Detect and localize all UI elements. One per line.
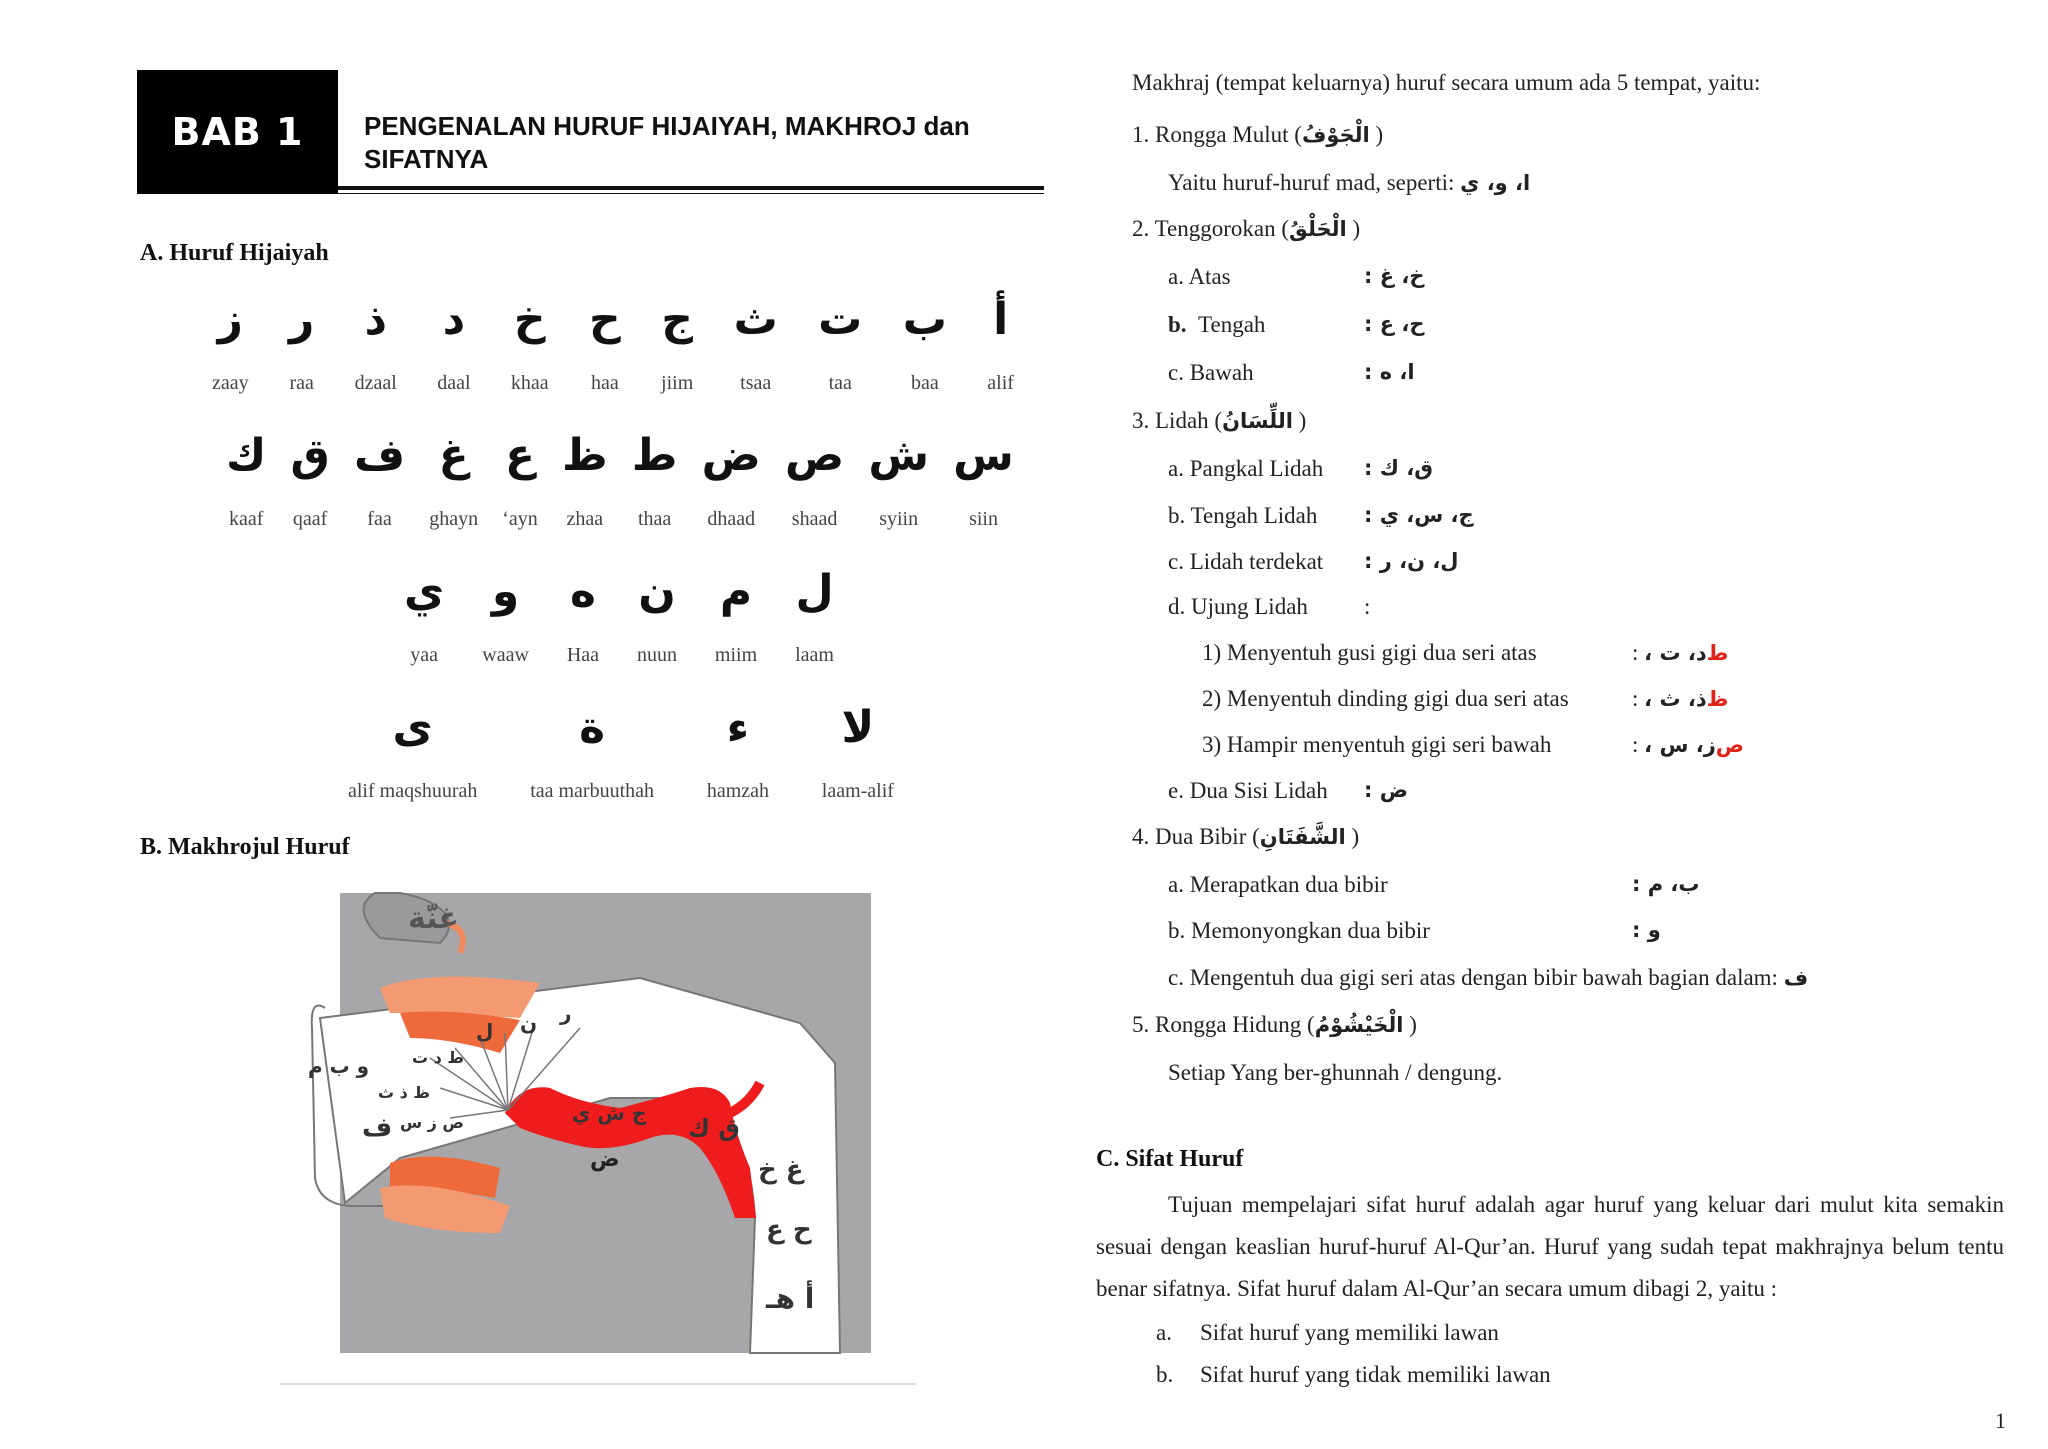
section-c-paragraph: Tujuan mempelajari sifat huruf adalah agar huruf yang keluar dari mulut kita semakin sesuai dengan keaslian huruf-huruf Al-Qur’an. Huruf yang sudah tepat makhrajnya belum tentu benar sifatnya. Sifat huruf dalam Al-Qur’an secara umum dibagi 2, yaitu : <box>1096 1192 2004 1301</box>
item-3d2-red-letter: ظ <box>1706 687 1729 711</box>
hijaiyah-transliteration: yaa <box>410 644 439 666</box>
section-c-list-a-marker: a. <box>1156 1320 1172 1345</box>
hijaiyah-cell <box>822 698 894 803</box>
hijaiyah-letter: ت <box>818 294 863 345</box>
hijaiyah-transliteration: raa <box>289 372 314 394</box>
section-a-heading: A. Huruf Hijaiyah <box>140 240 329 266</box>
hijaiyah-cell <box>348 698 477 803</box>
chapter-number: BAB 1 <box>171 110 304 154</box>
label-throat-mid: ح ع <box>766 1215 812 1245</box>
page-number: 1 <box>1995 1408 2006 1433</box>
hijaiyah-transliteration: taa <box>828 372 852 394</box>
item-3d3-rest: ، ز، س <box>1644 733 1716 757</box>
upper-lip <box>380 977 540 1018</box>
item-1-arabic: الْجَوْفُ <box>1301 123 1370 147</box>
makhraj-intro: Makhraj (tempat keluarnya) huruf secara umum ada 5 tempat, yaitu: <box>1132 70 1761 95</box>
label-dhaad: ض <box>590 1147 620 1172</box>
hijaiyah-letter: ف <box>353 430 406 481</box>
label-raa: ر <box>560 1001 572 1025</box>
item-2b-label: Tengah <box>1198 312 1266 337</box>
hijaiyah-cell <box>702 426 761 531</box>
hijaiyah-row-3 <box>404 562 834 667</box>
hijaiyah-letter: ص <box>784 430 845 481</box>
item-2-close: ) <box>1346 216 1361 241</box>
hijaiyah-cell <box>511 290 549 395</box>
header-rule-thin <box>338 193 1044 194</box>
hijaiyah-transliteration: nuun <box>636 644 677 666</box>
item-4-heading <box>1132 824 1359 850</box>
item-3d-label: d. Ujung Lidah <box>1168 594 1308 619</box>
hijaiyah-transliteration: ‘ayn <box>502 508 538 530</box>
item-3d2-rest: ، ذ، ث <box>1644 687 1707 711</box>
item-3-arabic: اللِّسَانُ <box>1222 409 1293 433</box>
hijaiyah-letter: س <box>953 430 1014 481</box>
hijaiyah-letter: لا <box>841 702 875 753</box>
hijaiyah-letter: ق <box>290 430 330 481</box>
hijaiyah-letter: ل <box>795 566 834 617</box>
item-3d1-red-letter: ط <box>1706 641 1729 665</box>
hijaiyah-cell <box>429 426 478 531</box>
hijaiyah-transliteration: laam <box>795 644 834 666</box>
item-3e-letters: : ض <box>1364 778 1408 802</box>
item-3-label: 3. Lidah ( <box>1132 408 1223 433</box>
hijaiyah-letter: ط <box>631 430 678 481</box>
hijaiyah-letter: ض <box>701 430 761 481</box>
item-3-heading <box>1132 408 1306 434</box>
label-teeth-a: ظ ذ ث <box>378 1083 431 1102</box>
hijaiyah-transliteration: laam-alif <box>821 780 894 802</box>
hijaiyah-cell <box>661 290 693 395</box>
item-5-heading <box>1132 1012 1417 1038</box>
item-4-label: 4. Dua Bibir ( <box>1132 824 1260 849</box>
hijaiyah-letter: ث <box>733 294 778 345</box>
hijaiyah-transliteration: jiim <box>661 372 694 394</box>
hijaiyah-cell <box>818 290 862 395</box>
item-3c-letters: : ل، ن، ر <box>1364 549 1459 573</box>
hijaiyah-letter: ظ <box>561 430 608 481</box>
label-ghunnah: غنّة <box>408 901 459 936</box>
label-middle: ج ش ي <box>572 1101 647 1125</box>
hijaiyah-cell <box>562 426 608 531</box>
hijaiyah-letter: و <box>491 566 520 617</box>
hijaiyah-cell <box>437 290 470 395</box>
hijaiyah-transliteration: taa marbuuthah <box>530 780 655 802</box>
item-4a-letters: : ب، م <box>1632 872 1700 896</box>
hijaiyah-cell <box>482 562 529 667</box>
item-2-heading <box>1132 216 1360 242</box>
item-1-desc <box>1168 170 1530 196</box>
hijaiyah-letter: ش <box>868 430 930 481</box>
item-3d3-letters: : ، ز، سص <box>1632 732 1745 757</box>
label-teeth-b: ص ز س <box>400 1113 464 1132</box>
hijaiyah-letter: ه <box>569 566 596 617</box>
hijaiyah-cell <box>404 562 444 667</box>
hijaiyah-letter: ب <box>902 294 947 345</box>
item-3d3-red-letter: ص <box>1715 733 1745 757</box>
item-3d-colon: : <box>1364 594 1371 619</box>
hijaiyah-cell <box>632 426 678 531</box>
hijaiyah-letter: ي <box>404 566 445 617</box>
hijaiyah-cell <box>715 562 757 667</box>
hijaiyah-letter: ن <box>638 566 676 617</box>
hijaiyah-cell <box>734 290 778 395</box>
hijaiyah-letter: ج <box>661 294 693 345</box>
hijaiyah-cell <box>707 698 769 803</box>
item-5-close: ) <box>1403 1012 1417 1037</box>
section-c-list-b-marker: b. <box>1156 1362 1174 1387</box>
hijaiyah-transliteration: Haa <box>566 644 600 666</box>
item-4c-label: c. Mengentuh dua gigi seri atas dengan bibir bawah bagian dalam: <box>1168 965 1784 990</box>
hijaiyah-cell <box>502 426 538 531</box>
item-3b-letters: : ج، س، ي <box>1364 503 1474 527</box>
chapter-title <box>364 110 1004 176</box>
hijaiyah-letter: أ <box>993 294 1009 345</box>
item-5-arabic: الْخَيْشُوْمُ <box>1314 1013 1404 1037</box>
hijaiyah-cell <box>795 562 834 667</box>
hijaiyah-letter: ذ <box>364 294 388 345</box>
hijaiyah-transliteration: zhaa <box>566 508 604 530</box>
hijaiyah-cell <box>637 562 677 667</box>
label-nuun: ن <box>520 1011 538 1035</box>
hijaiyah-cell <box>226 426 266 531</box>
hijaiyah-transliteration: daal <box>437 372 471 394</box>
hijaiyah-cell <box>530 698 654 803</box>
hijaiyah-cell <box>212 290 249 395</box>
hijaiyah-transliteration: shaad <box>791 508 838 530</box>
header-rule-thick <box>338 186 1044 190</box>
label-back: ق ك <box>688 1114 740 1142</box>
item-4c-letter: ف <box>1783 966 1809 990</box>
item-4-arabic: الشَّفَتَانِ <box>1259 825 1346 849</box>
hijaiyah-cell <box>589 290 621 395</box>
item-2c-letters: : ا، ه <box>1364 360 1415 384</box>
item-4-close: ) <box>1345 824 1360 849</box>
hijaiyah-transliteration: tsaa <box>740 372 772 394</box>
item-2b-marker: b. <box>1168 312 1187 337</box>
item-2-arabic: الْحَلْقُ <box>1289 217 1347 241</box>
hijaiyah-letter: غ <box>438 430 469 481</box>
hijaiyah-letter: د <box>442 294 466 345</box>
hijaiyah-transliteration: dhaad <box>707 508 756 530</box>
item-4c-row <box>1168 965 1808 991</box>
hijaiyah-letter: ء <box>726 702 750 753</box>
hijaiyah-transliteration: kaaf <box>228 508 264 530</box>
hijaiyah-letter: ع <box>504 430 536 481</box>
hijaiyah-transliteration: khaa <box>510 372 549 394</box>
item-3b-label: b. Tengah Lidah <box>1168 503 1318 528</box>
item-3d2-label: 2) Menyentuh dinding gigi dua seri atas <box>1202 686 1569 711</box>
label-throat-top: غ خ <box>758 1155 804 1185</box>
hijaiyah-transliteration: dzaal <box>354 372 397 394</box>
item-4b-label: b. Memonyongkan dua bibir <box>1168 918 1430 943</box>
label-faa: ف <box>362 1113 393 1143</box>
label-lips: و ب م <box>308 1054 370 1078</box>
hijaiyah-letter: م <box>719 566 753 617</box>
chapter-badge <box>137 70 338 194</box>
item-1-desc-arabic: ا، و، ي <box>1460 171 1531 195</box>
hijaiyah-transliteration: miim <box>714 644 758 666</box>
item-3c-label: c. Lidah terdekat <box>1168 549 1324 574</box>
item-1-label: 1. Rongga Mulut ( <box>1132 122 1302 147</box>
hijaiyah-transliteration: ghayn <box>429 508 479 530</box>
section-c-list-a-text: Sifat huruf yang memiliki lawan <box>1200 1320 1499 1345</box>
label-laam: ل <box>476 1019 494 1043</box>
hijaiyah-transliteration: waaw <box>482 644 529 666</box>
item-3d1-letters: : ، د، تط <box>1632 640 1729 665</box>
section-c-heading: C. Sifat Huruf <box>1096 1146 1244 1172</box>
hijaiyah-row-4 <box>348 698 894 803</box>
section-c-list-b-text: Sifat huruf yang tidak memiliki lawan <box>1200 1362 1551 1387</box>
hijaiyah-row-2 <box>226 426 1014 531</box>
item-2b-letters: : ح، ع <box>1364 312 1425 336</box>
item-3d2-letters: : ، ذ، ثظ <box>1632 686 1729 711</box>
hijaiyah-cell <box>289 290 314 395</box>
item-5-desc: Setiap Yang ber-ghunnah / dengung. <box>1168 1060 1503 1085</box>
chapter-title-line-2: SIFATNYA <box>364 144 489 174</box>
item-5-label: 5. Rongga Hidung ( <box>1132 1012 1315 1037</box>
hijaiyah-transliteration: syiin <box>879 508 919 530</box>
item-3d1-label: 1) Menyentuh gusi gigi dua seri atas <box>1202 640 1537 665</box>
hijaiyah-cell <box>567 562 599 667</box>
item-3a-label: a. Pangkal Lidah <box>1168 456 1324 481</box>
item-2a-label: a. Atas <box>1168 264 1231 289</box>
item-3d3-label: 3) Hampir menyentuh gigi seri bawah <box>1202 732 1552 757</box>
hijaiyah-letter: خ <box>513 294 546 345</box>
hijaiyah-row-1 <box>212 290 1014 395</box>
hijaiyah-letter: ة <box>579 702 606 753</box>
hijaiyah-cell <box>354 426 405 531</box>
hijaiyah-letter: ر <box>288 294 315 345</box>
hijaiyah-letter: ز <box>217 294 243 345</box>
hijaiyah-transliteration: alif <box>987 372 1014 394</box>
label-throat-low: أ هـ <box>766 1282 815 1315</box>
item-3e-label: e. Dua Sisi Lidah <box>1168 778 1328 803</box>
item-2b-row <box>1168 312 1265 338</box>
hijaiyah-cell <box>355 290 397 395</box>
hijaiyah-transliteration: hamzah <box>706 780 769 802</box>
item-1-close: ) <box>1369 122 1384 147</box>
hijaiyah-cell <box>868 426 929 531</box>
hijaiyah-transliteration: haa <box>590 372 619 394</box>
hijaiyah-cell <box>785 426 844 531</box>
hijaiyah-letter: ح <box>588 294 621 345</box>
chapter-title-line-1: PENGENALAN HURUF HIJAIYAH, MAKHROJ dan <box>364 111 970 141</box>
item-2a-letters: : خ، غ <box>1364 264 1425 288</box>
item-4a-label: a. Merapatkan dua bibir <box>1168 872 1388 897</box>
hijaiyah-cell <box>987 290 1014 395</box>
item-1-desc-text: Yaitu huruf-huruf mad, seperti: <box>1168 170 1461 195</box>
item-3a-letters: : ق، ك <box>1364 456 1434 480</box>
item-1-heading <box>1132 122 1383 148</box>
hijaiyah-cell <box>953 426 1014 531</box>
item-2-label: 2. Tenggorokan ( <box>1132 216 1290 241</box>
hijaiyah-cell <box>903 290 947 395</box>
hijaiyah-transliteration: alif maqshuurah <box>348 780 478 802</box>
item-2c-label: c. Bawah <box>1168 360 1254 385</box>
hijaiyah-cell <box>290 426 329 531</box>
hijaiyah-transliteration: baa <box>910 372 939 394</box>
hijaiyah-letter: ك <box>226 430 267 481</box>
item-3d1-rest: ، د، ت <box>1644 641 1707 665</box>
hijaiyah-transliteration: zaay <box>212 372 249 394</box>
section-b-heading: B. Makhrojul Huruf <box>140 834 350 860</box>
makhraj-diagram <box>280 888 920 1388</box>
hijaiyah-transliteration: qaaf <box>292 508 328 530</box>
hijaiyah-transliteration: thaa <box>637 508 672 530</box>
label-tip-a: ط د ت <box>412 1048 465 1067</box>
hijaiyah-transliteration: faa <box>367 508 392 530</box>
hijaiyah-transliteration: siin <box>969 508 998 530</box>
item-4b-letters: : و <box>1632 918 1661 942</box>
hijaiyah-letter: ى <box>392 702 433 753</box>
item-3-close: ) <box>1292 408 1307 433</box>
